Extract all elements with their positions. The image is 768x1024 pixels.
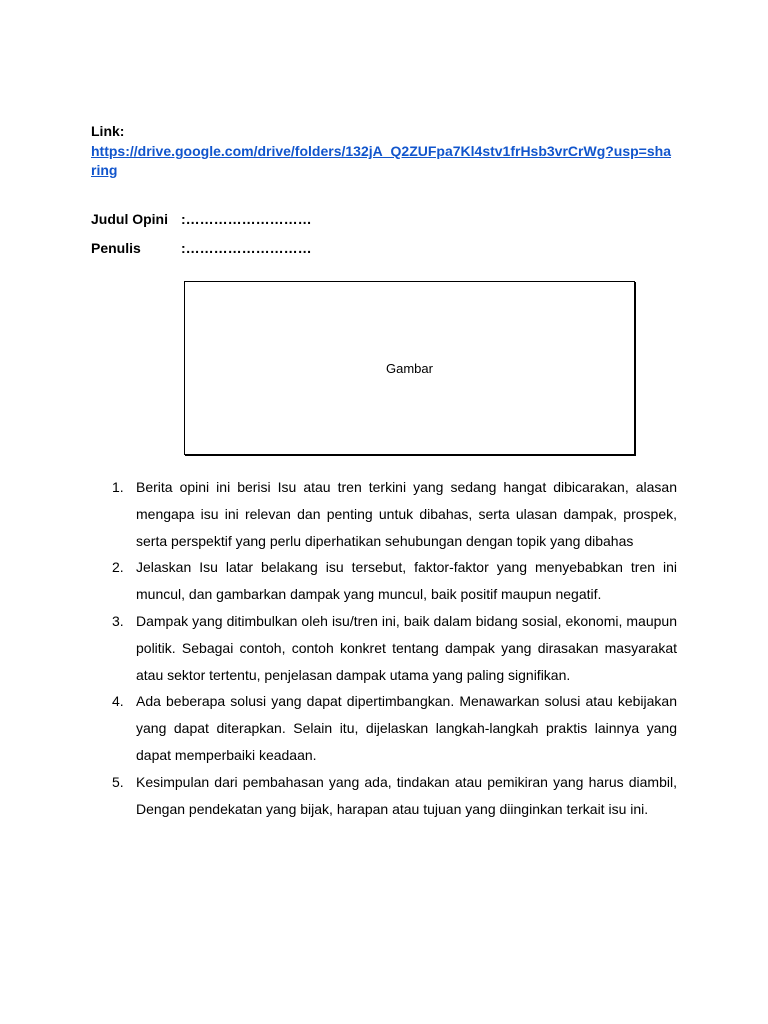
image-placeholder-box — [184, 281, 635, 455]
list-item-text: Berita opini ini berisi Isu atau tren terkini yang sedang hangat dibicarakan, alasan mengapa isu ini relevan dan penting untuk dibahas, serta ulasan dampak, prospek, serta perspektif yang perlu diperhatikan sehubungan dengan topik yang dibahas — [136, 479, 677, 549]
judul-opini-value: :……………………… — [181, 211, 312, 227]
penulis-row — [91, 239, 312, 257]
list-item — [91, 608, 677, 688]
image-placeholder-label: Gambar — [386, 360, 433, 376]
penulis-value: :……………………… — [181, 240, 312, 256]
list-item — [91, 769, 677, 823]
penulis-label: Penulis — [91, 240, 141, 256]
judul-opini-row — [91, 210, 312, 228]
list-item-text: Dampak yang ditimbulkan oleh isu/tren ini, baik dalam bidang sosial, ekonomi, maupun politik. Sebagai contoh, contoh konkret tentang dampak yang dirasakan masyarakat atau sektor tertentu, penjelasan dampak utama yang paling signifikan. — [136, 612, 677, 683]
list-item-number: 2. — [112, 559, 124, 576]
list-item — [91, 474, 677, 554]
list-item-number: 5. — [112, 773, 124, 790]
link-label: Link: — [91, 123, 125, 139]
judul-opini-label: Judul Opini — [91, 211, 168, 227]
list-item-number: 4. — [112, 693, 124, 710]
drive-folder-link[interactable]: https://drive.google.com/drive/folders/132jA_Q2ZUFpa7Kl4stv1frHsb3vrCrWg?usp=sharing — [91, 143, 671, 178]
list-item — [91, 554, 677, 608]
guideline-list — [91, 474, 677, 822]
list-item-text: Jelaskan Isu latar belakang isu tersebut, faktor-faktor yang menyebabkan tren ini muncul, dan gambarkan dampak yang muncul, baik positif maupun negatif. — [136, 559, 677, 603]
list-item — [91, 688, 677, 768]
list-item-text: Ada beberapa solusi yang dapat dipertimbangkan. Menawarkan solusi atau kebijakan yang dapat diterapkan. Selain itu, dijelaskan langkah-langkah praktis lainnya yang dapat memperbaiki keadaan. — [136, 693, 677, 763]
list-item-number: 1. — [112, 479, 124, 495]
list-item-text: Kesimpulan dari pembahasan yang ada, tindakan atau pemikiran yang harus diambil, Dengan pendekatan yang bijak, harapan atau tujuan yang diinginkan terkait isu ini. — [136, 773, 677, 817]
list-item-number: 3. — [112, 612, 124, 629]
